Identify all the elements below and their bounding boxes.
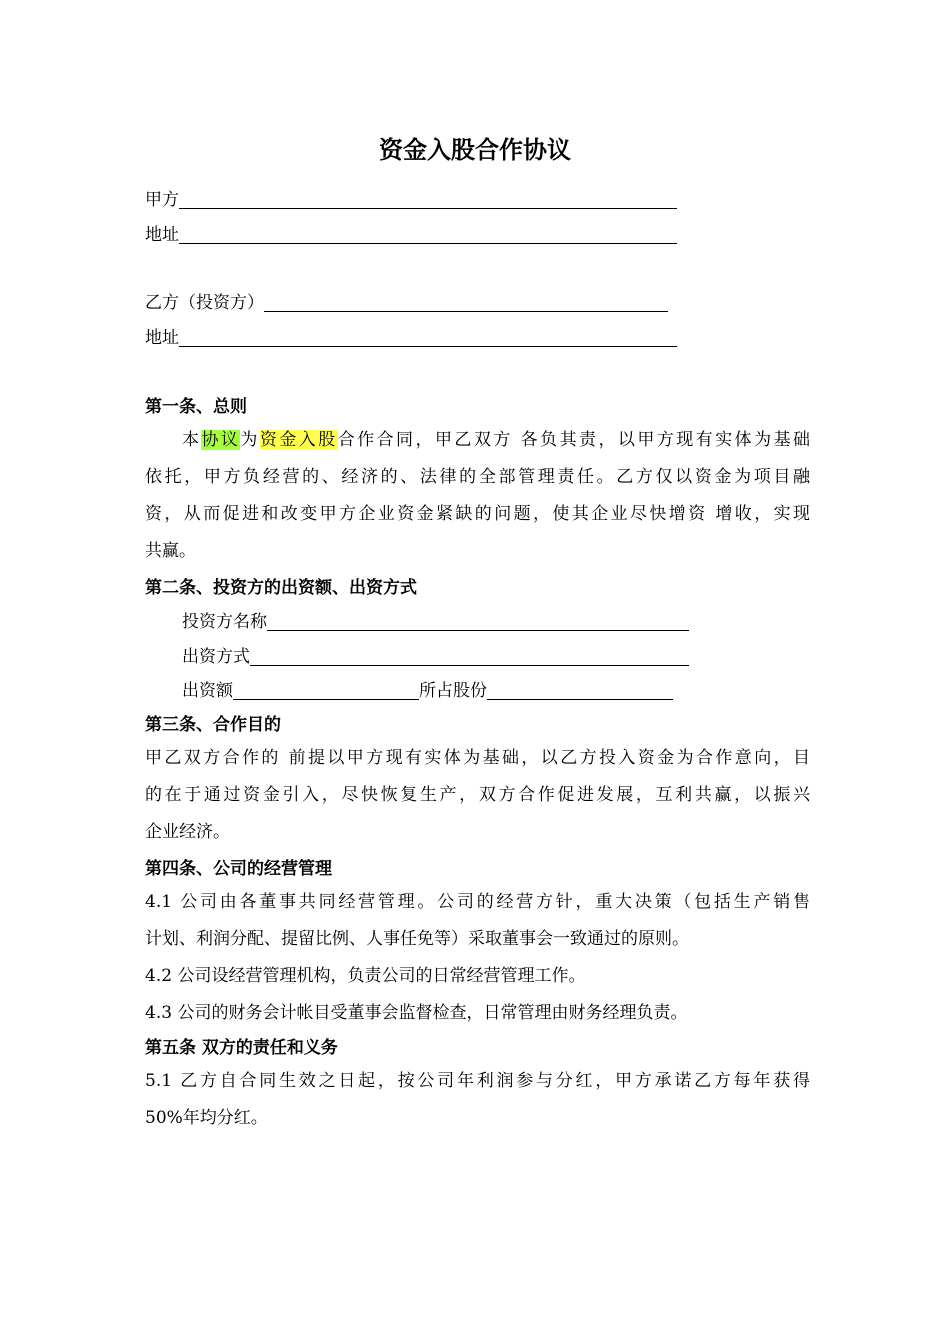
article1-line-1-mid: 为 [240, 430, 260, 450]
investment-method-blank[interactable] [250, 645, 689, 666]
article1-line-4: 共赢。 [145, 541, 196, 561]
article3-line-3: 企业经济。 [145, 822, 230, 842]
article1-paragraph [145, 422, 810, 570]
document-title: 资金入股合作协议 [379, 136, 571, 164]
party-a-label: 甲方 [145, 190, 179, 210]
party-b-line [145, 291, 668, 315]
article1-line-1 [145, 422, 810, 459]
article5-line-2: 50%年均分红。 [145, 1108, 268, 1128]
article1-line-3: 资，从而促进和改变甲方企业资金紧缺的问题，使其企业尽快增资 增收，实现 [145, 504, 810, 524]
party-b-address-label: 地址 [145, 328, 179, 348]
party-b-blank[interactable] [264, 291, 668, 312]
article4-line-2: 计划、利润分配、提留比例、人事任免等）采取董事会一致通过的原则。 [145, 929, 689, 949]
highlight-agreement: 协议 [201, 430, 241, 450]
party-a-line [145, 188, 677, 212]
share-ratio-label: 所占股份 [419, 681, 487, 701]
article4-line-4: 4.3 公司的财务会计帐目受董事会监督检查，日常管理由财务经理负责。 [145, 1003, 688, 1023]
article1-line-1-pre: 本 [182, 430, 202, 450]
party-b-address-line [145, 326, 677, 350]
article1-line-1-post: 合作合同，甲乙双方 各负其责，以甲方现有实体为基础 [337, 430, 811, 450]
article4-line-1: 4.1 公司由各董事共同经营管理。公司的经营方针，重大决策（包括生产销售 [145, 892, 810, 912]
share-ratio-blank[interactable] [487, 679, 673, 700]
party-b-label: 乙方（投资方） [145, 293, 264, 313]
investment-amount-blank[interactable] [233, 679, 419, 700]
article1-line-2: 依托，甲方负经营的、经济的、法律的全部管理责任。乙方仅以资金为项目融 [145, 467, 810, 487]
article5-line-1: 5.1 乙方自合同生效之日起，按公司年利润参与分红，甲方承诺乙方每年获得 [145, 1071, 810, 1091]
investor-name-blank[interactable] [267, 610, 689, 631]
party-a-address-blank[interactable] [179, 223, 677, 244]
party-a-address-line [145, 223, 677, 247]
article3-line-1: 甲乙双方合作的 前提以甲方现有实体为基础，以乙方投入资金为合作意向，目 [145, 748, 810, 768]
article3-line-2: 的在于通过资金引入，尽快恢复生产，双方合作促进发展，互利共赢，以振兴 [145, 785, 810, 805]
article4-paragraph [145, 884, 810, 1032]
party-b-address-blank[interactable] [179, 326, 677, 347]
party-a-blank[interactable] [179, 188, 677, 209]
investment-amount-label: 出资额 [182, 681, 233, 701]
investment-method-line [182, 645, 689, 669]
article1-heading: 第一条、总则 [145, 397, 247, 417]
article5-heading: 第五条 双方的责任和义务 [145, 1038, 338, 1058]
investment-method-label: 出资方式 [182, 647, 250, 667]
article3-heading: 第三条、合作目的 [145, 715, 281, 735]
article5-paragraph [145, 1063, 810, 1137]
investment-amount-line [182, 679, 673, 703]
investor-name-line [182, 610, 689, 634]
investor-name-label: 投资方名称 [182, 612, 267, 632]
article3-paragraph [145, 740, 810, 851]
highlight-capital-share: 资金入股 [259, 430, 338, 450]
article4-heading: 第四条、公司的经营管理 [145, 859, 332, 879]
article2-heading: 第二条、投资方的出资额、出资方式 [145, 578, 417, 598]
party-a-address-label: 地址 [145, 225, 179, 245]
article4-line-3: 4.2 公司设经营管理机构，负责公司的日常经营管理工作。 [145, 966, 586, 986]
